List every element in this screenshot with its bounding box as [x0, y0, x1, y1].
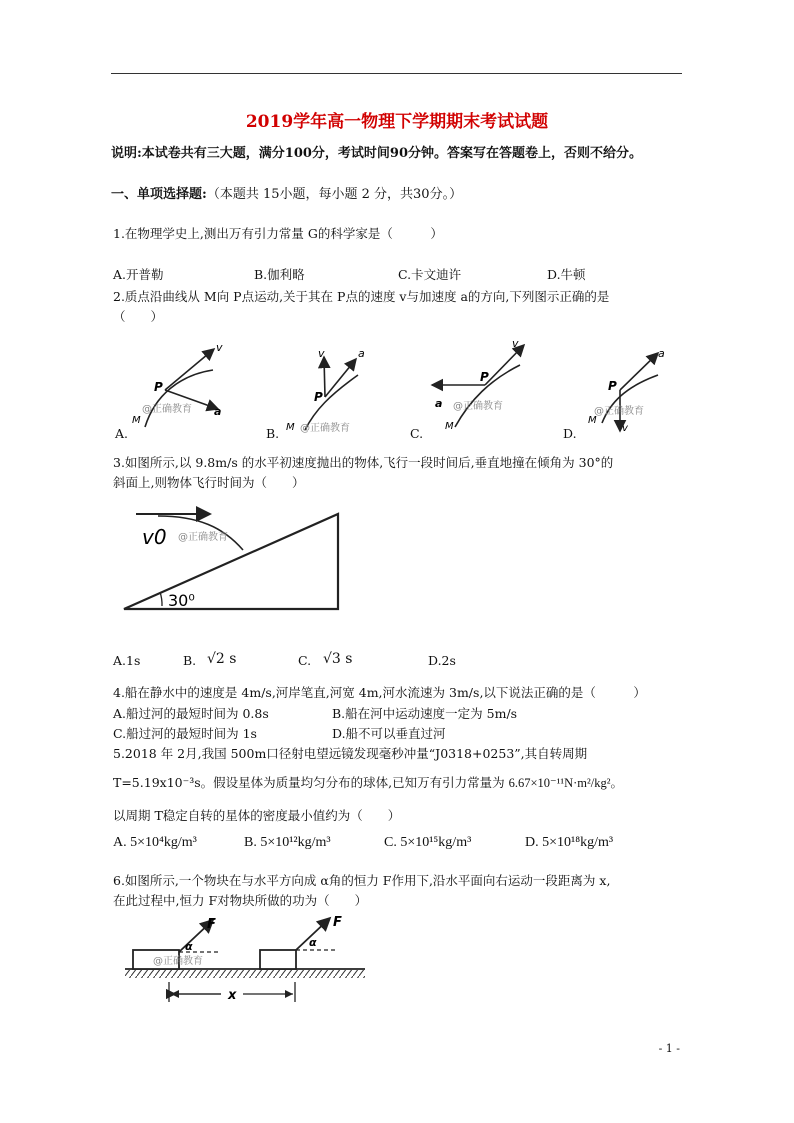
label-p: P: [608, 379, 617, 393]
watermark: @正确教育: [178, 532, 228, 543]
label-a: a: [214, 405, 222, 418]
label-m: M: [588, 415, 597, 426]
q1-option-a: A.开普勒: [113, 267, 164, 282]
q3-option-a: A.1s: [113, 653, 141, 668]
label-v: v: [622, 423, 628, 434]
q2-label-d: D.: [563, 426, 577, 441]
question-3-stem-line2: 斜面上,则物体飞行时间为（ ）: [113, 475, 305, 490]
label-x: x: [228, 988, 237, 1003]
q4-option-a: A.船过河的最短时间为 0.8s: [113, 706, 269, 721]
q2-figure-d: [588, 347, 665, 434]
q4-option-b: B.船在河中运动速度一定为 5m/s: [332, 706, 518, 721]
question-5-stem-line3: 以周期 T稳定自转的星体的密度最小值约为（ ）: [113, 808, 401, 823]
q5-option-d: D. 5×10¹⁸kg/m³: [525, 835, 614, 850]
watermark: @正确教育: [594, 406, 644, 417]
label-f: F: [333, 915, 342, 930]
label-alpha: α: [185, 940, 193, 953]
q5-option-b: B. 5×10¹²kg/m³: [244, 835, 331, 850]
q5-option-c: C. 5×10¹⁵kg/m³: [384, 835, 472, 850]
watermark: @正确教育: [142, 404, 192, 415]
question-6-stem-line1: 6.如图所示,一个物块在与水平方向成 α角的恒力 F作用下,沿水平面向右运动一段距离为 x,: [113, 873, 611, 888]
exam-title: 2019学年高一物理下学期期末考试试题: [245, 112, 549, 132]
q2-label-b: B.: [266, 426, 280, 441]
q5-period-text: T=5.19x10⁻³s。假设星体为质量均匀分布的球体,已知万有引力常量为: [113, 775, 505, 790]
label-a: a: [658, 347, 665, 360]
q2-label-a: A.: [115, 426, 129, 441]
q1-option-d: D.牛顿: [547, 267, 586, 282]
label-alpha: α: [309, 936, 317, 949]
label-a: a: [435, 397, 443, 410]
question-2-stem-line2: （ ）: [113, 309, 164, 324]
q3-option-c-letter: C.: [298, 653, 312, 668]
q2-label-c: C.: [410, 426, 424, 441]
q1-option-b: B.伽利略: [254, 267, 305, 282]
q5-option-a: A. 5×10⁴kg/m³: [113, 835, 197, 850]
label-p: P: [480, 370, 489, 384]
q2-figure-panel: [110, 335, 690, 445]
label-m: M: [132, 415, 141, 426]
label-v: v: [512, 337, 519, 350]
q5-gravity-constant: 6.67×10⁻¹¹N·m²/kg²。: [508, 776, 623, 790]
label-f: F: [207, 917, 216, 932]
watermark: @正确教育: [300, 423, 350, 434]
label-m: M: [445, 421, 454, 432]
label-v: v: [216, 341, 223, 354]
question-3-stem-line1: 3.如图所示,以 9.8m/s 的水平初速度抛出的物体,飞行一段时间后,垂直地撞在倾角为 30°的: [113, 455, 614, 470]
question-4-stem: 4.船在静水中的速度是 4m/s,河岸笔直,河宽 4m,河水流速为 3m/s,以下说法正确的是（ ）: [113, 685, 646, 700]
question-1-stem: 1.在物理学史上,测出万有引力常量 G的科学家是（ ）: [113, 226, 443, 241]
q1-option-c: C.卡文迪许: [398, 267, 462, 282]
q3-option-c-value: √3 s: [323, 651, 353, 667]
q3-option-b-value: √2 s: [207, 651, 237, 667]
q2-figure-c: [432, 337, 524, 432]
q6-force-figure: [125, 912, 375, 1008]
section-heading-note: （本题共 15小题，每小题 2 分，共30分。）: [206, 187, 463, 202]
q3-option-b-letter: B.: [183, 653, 197, 668]
label-angle: 30⁰: [168, 591, 195, 610]
label-m: M: [286, 422, 295, 433]
q3-incline-figure: [118, 502, 348, 614]
watermark: @正确教育: [153, 956, 203, 967]
section-heading-label: 一、单项选择题:: [111, 187, 207, 202]
exam-description: 说明:本试卷共有三大题，满分100分，考试时间90分钟。答案写在答题卷上，否则不给分。: [111, 146, 643, 161]
label-a: a: [358, 347, 365, 360]
section-1-heading: [111, 183, 462, 202]
question-5-stem-line1: 5.2018 年 2月,我国 500m口径射电望远镜发现毫秒冲量“J0318+0253”,其自转周期: [113, 746, 588, 761]
page-number: - 1 -: [658, 1042, 680, 1055]
watermark: @正确教育: [453, 401, 503, 412]
q2-figure-a: [132, 341, 223, 427]
label-p: P: [154, 380, 163, 394]
label-v0: v0: [142, 525, 167, 549]
q2-figure-b: [286, 347, 365, 434]
header-rule: [111, 73, 682, 74]
question-2-stem-line1: 2.质点沿曲线从 M向 P点运动,关于其在 P点的速度 v与加速度 a的方向,下列图示正确的是: [113, 289, 610, 304]
q4-option-c: C.船过河的最短时间为 1s: [113, 726, 257, 741]
question-5-stem-line2: [113, 773, 623, 791]
q3-option-d: D.2s: [428, 653, 456, 668]
label-p: P: [314, 390, 323, 404]
label-v: v: [318, 347, 325, 360]
question-6-stem-line2: 在此过程中,恒力 F对物块所做的功为（ ）: [113, 893, 368, 908]
q4-option-d: D.船不可以垂直过河: [332, 726, 446, 741]
